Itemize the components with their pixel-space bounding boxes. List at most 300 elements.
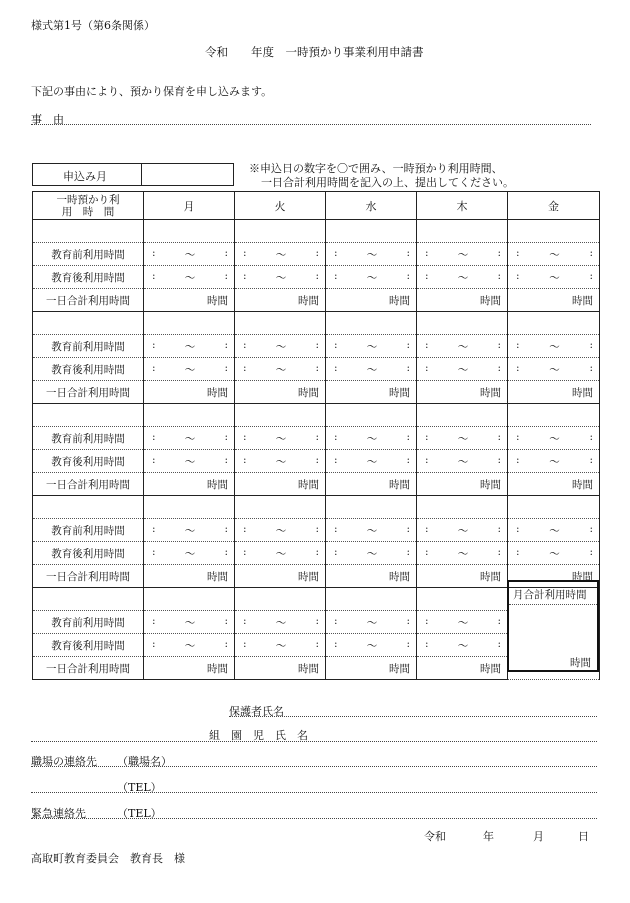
post-use-time-cell[interactable] bbox=[235, 450, 326, 473]
tilde-mark: 〜 bbox=[184, 616, 196, 629]
post-use-time-cell[interactable] bbox=[144, 358, 235, 381]
date-cell[interactable] bbox=[235, 588, 326, 611]
colon-mark: : bbox=[589, 545, 593, 558]
tilde-mark: 〜 bbox=[549, 363, 560, 376]
note-line-1: ※申込日の数字を〇で囲み、一時預かり利用時間、 bbox=[249, 162, 503, 175]
colon-mark: : bbox=[425, 246, 429, 259]
work-tel-field[interactable] bbox=[31, 792, 597, 793]
daily-total-cell[interactable] bbox=[235, 381, 326, 404]
daily-total-cell[interactable] bbox=[417, 565, 508, 588]
pre-use-time-cell[interactable] bbox=[144, 427, 235, 450]
tilde-mark: 〜 bbox=[366, 524, 378, 537]
emergency-tel-label: （TEL） bbox=[117, 807, 162, 820]
tilde-mark: 〜 bbox=[184, 248, 196, 261]
date-cell[interactable] bbox=[326, 588, 417, 611]
daily-total-cell[interactable] bbox=[144, 381, 235, 404]
daily-total-cell[interactable] bbox=[235, 473, 326, 496]
post-use-time-cell[interactable] bbox=[144, 266, 235, 289]
hours-unit: 時間 bbox=[389, 478, 410, 491]
hours-unit: 時間 bbox=[480, 478, 501, 491]
tilde-mark: 〜 bbox=[549, 340, 560, 353]
colon-mark: : bbox=[497, 545, 501, 558]
daily-total-cell[interactable] bbox=[508, 289, 600, 312]
pre-use-time-cell[interactable] bbox=[508, 519, 600, 542]
colon-mark: : bbox=[152, 614, 156, 627]
colon-mark: : bbox=[315, 453, 319, 466]
post-use-time-label: 教育後利用時間 bbox=[33, 542, 144, 565]
colon-mark: : bbox=[152, 545, 156, 558]
daily-total-cell[interactable] bbox=[326, 289, 417, 312]
work-contact-label: 職場の連絡先 bbox=[31, 755, 97, 768]
hours-unit: 時間 bbox=[572, 294, 593, 307]
post-use-time-label: 教育後利用時間 bbox=[33, 450, 144, 473]
colon-mark: : bbox=[152, 338, 156, 351]
tilde-mark: 〜 bbox=[184, 363, 196, 376]
colon-mark: : bbox=[406, 637, 410, 650]
daily-total-label: 一日合計利用時間 bbox=[33, 473, 144, 496]
tilde-mark: 〜 bbox=[457, 455, 469, 468]
pre-use-time-cell[interactable] bbox=[417, 427, 508, 450]
colon-mark: : bbox=[315, 361, 319, 374]
colon-mark: : bbox=[425, 637, 429, 650]
post-use-time-cell[interactable] bbox=[326, 542, 417, 565]
colon-mark: : bbox=[243, 338, 247, 351]
pre-use-time-cell[interactable] bbox=[508, 335, 600, 358]
colon-mark: : bbox=[334, 522, 338, 535]
colon-mark: : bbox=[589, 338, 593, 351]
tilde-mark: 〜 bbox=[549, 432, 560, 445]
form-title: 令和 年度 一時預かり事業利用申請書 bbox=[205, 45, 424, 59]
date-label-cell bbox=[33, 220, 144, 243]
colon-mark: : bbox=[406, 361, 410, 374]
date-label-cell bbox=[33, 588, 144, 611]
colon-mark: : bbox=[406, 614, 410, 627]
tilde-mark: 〜 bbox=[549, 524, 560, 537]
daily-total-cell[interactable] bbox=[235, 657, 326, 680]
colon-mark: : bbox=[152, 246, 156, 259]
colon-mark: : bbox=[152, 269, 156, 282]
month-total-unit: 時間 bbox=[570, 657, 591, 669]
day-header: 金 bbox=[508, 192, 600, 220]
hours-unit: 時間 bbox=[298, 478, 319, 491]
hours-unit: 時間 bbox=[389, 294, 410, 307]
apply-month-box bbox=[32, 163, 234, 186]
form-style-number: 様式第1号（第6条関係） bbox=[31, 19, 155, 32]
tilde-mark: 〜 bbox=[275, 639, 287, 652]
colon-mark: : bbox=[334, 430, 338, 443]
pre-use-time-cell[interactable] bbox=[235, 519, 326, 542]
post-use-time-cell[interactable] bbox=[508, 542, 600, 565]
post-use-time-cell[interactable] bbox=[326, 266, 417, 289]
date-cell[interactable] bbox=[508, 312, 600, 335]
colon-mark: : bbox=[224, 522, 228, 535]
header-label-line1: 一時預かり利 bbox=[56, 193, 120, 206]
tilde-mark: 〜 bbox=[549, 547, 560, 560]
date-cell[interactable] bbox=[235, 312, 326, 335]
post-use-time-cell[interactable] bbox=[417, 266, 508, 289]
colon-mark: : bbox=[315, 430, 319, 443]
colon-mark: : bbox=[406, 430, 410, 443]
daily-total-cell[interactable] bbox=[235, 565, 326, 588]
colon-mark: : bbox=[334, 614, 338, 627]
colon-mark: : bbox=[243, 545, 247, 558]
colon-mark: : bbox=[152, 361, 156, 374]
colon-mark: : bbox=[425, 430, 429, 443]
date-cell[interactable] bbox=[144, 220, 235, 243]
colon-mark: : bbox=[406, 269, 410, 282]
pre-use-time-cell[interactable] bbox=[326, 611, 417, 634]
pre-use-time-cell[interactable] bbox=[144, 243, 235, 266]
colon-mark: : bbox=[516, 269, 520, 282]
date-month: 月 bbox=[533, 830, 544, 843]
colon-mark: : bbox=[497, 269, 501, 282]
work-name-label: （職場名） bbox=[117, 755, 172, 768]
pre-use-time-cell[interactable] bbox=[417, 611, 508, 634]
pre-use-time-cell[interactable] bbox=[417, 335, 508, 358]
date-era: 令和 bbox=[424, 830, 446, 843]
hours-unit: 時間 bbox=[572, 478, 593, 491]
tilde-mark: 〜 bbox=[457, 616, 469, 629]
daily-total-cell[interactable] bbox=[417, 657, 508, 680]
pre-use-time-cell[interactable] bbox=[508, 427, 600, 450]
hours-unit: 時間 bbox=[207, 662, 228, 675]
pre-use-time-cell[interactable] bbox=[235, 335, 326, 358]
hours-unit: 時間 bbox=[480, 662, 501, 675]
colon-mark: : bbox=[224, 361, 228, 374]
tilde-mark: 〜 bbox=[457, 363, 469, 376]
month-total-box[interactable] bbox=[507, 580, 599, 672]
tilde-mark: 〜 bbox=[275, 271, 287, 284]
pre-use-time-cell[interactable] bbox=[417, 519, 508, 542]
hours-unit: 時間 bbox=[298, 570, 319, 583]
date-cell[interactable] bbox=[417, 404, 508, 427]
daily-total-cell[interactable] bbox=[326, 381, 417, 404]
pre-use-time-cell[interactable] bbox=[144, 611, 235, 634]
day-header: 木 bbox=[417, 192, 508, 220]
daily-total-label: 一日合計利用時間 bbox=[33, 657, 144, 680]
colon-mark: : bbox=[497, 522, 501, 535]
post-use-time-cell[interactable] bbox=[235, 266, 326, 289]
daily-total-cell[interactable] bbox=[326, 657, 417, 680]
colon-mark: : bbox=[243, 453, 247, 466]
pre-use-time-label: 教育前利用時間 bbox=[33, 519, 144, 542]
colon-mark: : bbox=[315, 545, 319, 558]
colon-mark: : bbox=[406, 246, 410, 259]
colon-mark: : bbox=[315, 246, 319, 259]
date-year: 年 bbox=[483, 830, 494, 843]
colon-mark: : bbox=[497, 246, 501, 259]
colon-mark: : bbox=[516, 361, 520, 374]
guardian-field[interactable] bbox=[229, 716, 597, 717]
colon-mark: : bbox=[516, 338, 520, 351]
tilde-mark: 〜 bbox=[457, 524, 469, 537]
colon-mark: : bbox=[589, 430, 593, 443]
addressee: 高取町教育委員会 教育長 様 bbox=[31, 852, 185, 865]
colon-mark: : bbox=[497, 614, 501, 627]
tilde-mark: 〜 bbox=[457, 547, 469, 560]
colon-mark: : bbox=[589, 246, 593, 259]
colon-mark: : bbox=[224, 545, 228, 558]
hours-unit: 時間 bbox=[207, 294, 228, 307]
colon-mark: : bbox=[243, 637, 247, 650]
date-cell[interactable] bbox=[326, 220, 417, 243]
daily-total-label: 一日合計利用時間 bbox=[33, 381, 144, 404]
reason-field[interactable] bbox=[31, 124, 591, 125]
colon-mark: : bbox=[334, 453, 338, 466]
colon-mark: : bbox=[224, 614, 228, 627]
tilde-mark: 〜 bbox=[366, 271, 378, 284]
colon-mark: : bbox=[334, 361, 338, 374]
colon-mark: : bbox=[243, 269, 247, 282]
colon-mark: : bbox=[334, 246, 338, 259]
tilde-mark: 〜 bbox=[366, 616, 378, 629]
day-header: 月 bbox=[144, 192, 235, 220]
day-header: 火 bbox=[235, 192, 326, 220]
tilde-mark: 〜 bbox=[366, 432, 378, 445]
tilde-mark: 〜 bbox=[457, 340, 469, 353]
colon-mark: : bbox=[497, 637, 501, 650]
intro-text: 下記の事由により、預かり保育を申し込みます。 bbox=[31, 85, 273, 98]
month-total-label: 月合計利用時間 bbox=[513, 589, 587, 601]
date-cell[interactable] bbox=[235, 404, 326, 427]
colon-mark: : bbox=[224, 430, 228, 443]
colon-mark: : bbox=[406, 453, 410, 466]
date-cell[interactable] bbox=[508, 404, 600, 427]
colon-mark: : bbox=[589, 522, 593, 535]
post-use-time-label: 教育後利用時間 bbox=[33, 358, 144, 381]
pre-use-time-cell[interactable] bbox=[417, 243, 508, 266]
hours-unit: 時間 bbox=[389, 662, 410, 675]
daily-total-cell[interactable] bbox=[144, 657, 235, 680]
pre-use-time-label: 教育前利用時間 bbox=[33, 243, 144, 266]
colon-mark: : bbox=[425, 614, 429, 627]
hours-unit: 時間 bbox=[389, 570, 410, 583]
colon-mark: : bbox=[589, 361, 593, 374]
date-cell[interactable] bbox=[235, 496, 326, 519]
date-label-cell bbox=[33, 496, 144, 519]
colon-mark: : bbox=[497, 361, 501, 374]
post-use-time-cell[interactable] bbox=[417, 542, 508, 565]
colon-mark: : bbox=[334, 545, 338, 558]
colon-mark: : bbox=[315, 614, 319, 627]
date-label-cell bbox=[33, 312, 144, 335]
tilde-mark: 〜 bbox=[184, 455, 196, 468]
tilde-mark: 〜 bbox=[184, 271, 196, 284]
work-name-field[interactable] bbox=[31, 766, 597, 767]
colon-mark: : bbox=[516, 545, 520, 558]
daily-total-cell[interactable] bbox=[235, 289, 326, 312]
hours-unit: 時間 bbox=[207, 386, 228, 399]
tilde-mark: 〜 bbox=[366, 248, 378, 261]
date-cell[interactable] bbox=[417, 588, 508, 611]
tilde-mark: 〜 bbox=[275, 340, 287, 353]
tilde-mark: 〜 bbox=[184, 340, 196, 353]
post-use-time-cell[interactable] bbox=[326, 634, 417, 657]
colon-mark: : bbox=[315, 637, 319, 650]
pre-use-time-cell[interactable] bbox=[508, 243, 600, 266]
colon-mark: : bbox=[516, 453, 520, 466]
colon-mark: : bbox=[497, 430, 501, 443]
post-use-time-cell[interactable] bbox=[508, 266, 600, 289]
date-day: 日 bbox=[578, 830, 589, 843]
date-cell[interactable] bbox=[417, 312, 508, 335]
date-cell[interactable] bbox=[417, 496, 508, 519]
colon-mark: : bbox=[243, 361, 247, 374]
colon-mark: : bbox=[243, 614, 247, 627]
hours-unit: 時間 bbox=[207, 478, 228, 491]
hours-unit: 時間 bbox=[207, 570, 228, 583]
daily-total-cell[interactable] bbox=[144, 289, 235, 312]
colon-mark: : bbox=[425, 338, 429, 351]
pre-use-time-cell[interactable] bbox=[326, 243, 417, 266]
post-use-time-cell[interactable] bbox=[326, 450, 417, 473]
colon-mark: : bbox=[152, 430, 156, 443]
daily-total-cell[interactable] bbox=[144, 565, 235, 588]
daily-total-cell[interactable] bbox=[508, 473, 600, 496]
colon-mark: : bbox=[224, 338, 228, 351]
note-line-2: 一日合計利用時間を記入の上、提出してください。 bbox=[261, 176, 514, 189]
hours-unit: 時間 bbox=[480, 294, 501, 307]
header-label-line2: 用 時 間 bbox=[61, 205, 115, 218]
tilde-mark: 〜 bbox=[366, 639, 378, 652]
tilde-mark: 〜 bbox=[366, 363, 378, 376]
post-use-time-cell[interactable] bbox=[417, 450, 508, 473]
post-use-time-cell[interactable] bbox=[508, 358, 600, 381]
post-use-time-cell[interactable] bbox=[326, 358, 417, 381]
apply-month-input[interactable] bbox=[143, 165, 232, 184]
colon-mark: : bbox=[425, 361, 429, 374]
colon-mark: : bbox=[516, 246, 520, 259]
hours-unit: 時間 bbox=[572, 570, 593, 583]
daily-total-cell[interactable] bbox=[326, 565, 417, 588]
pre-use-time-cell[interactable] bbox=[235, 243, 326, 266]
tilde-mark: 〜 bbox=[275, 455, 287, 468]
colon-mark: : bbox=[152, 453, 156, 466]
colon-mark: : bbox=[406, 545, 410, 558]
guardian-label: 保護者氏名 bbox=[229, 705, 284, 718]
date-cell[interactable] bbox=[326, 496, 417, 519]
pre-use-time-cell[interactable] bbox=[326, 427, 417, 450]
date-cell[interactable] bbox=[144, 312, 235, 335]
daily-total-cell[interactable] bbox=[417, 289, 508, 312]
post-use-time-cell[interactable] bbox=[417, 634, 508, 657]
date-cell[interactable] bbox=[144, 496, 235, 519]
date-cell[interactable] bbox=[144, 404, 235, 427]
colon-mark: : bbox=[589, 269, 593, 282]
pre-use-time-label: 教育前利用時間 bbox=[33, 335, 144, 358]
apply-month-label: 申込み月 bbox=[63, 170, 107, 183]
colon-mark: : bbox=[516, 430, 520, 443]
pre-use-time-cell[interactable] bbox=[326, 335, 417, 358]
tilde-mark: 〜 bbox=[275, 616, 287, 629]
tilde-mark: 〜 bbox=[366, 455, 378, 468]
colon-mark: : bbox=[243, 430, 247, 443]
hours-unit: 時間 bbox=[480, 570, 501, 583]
colon-mark: : bbox=[243, 246, 247, 259]
colon-mark: : bbox=[516, 522, 520, 535]
pre-use-time-label: 教育前利用時間 bbox=[33, 611, 144, 634]
date-cell[interactable] bbox=[235, 220, 326, 243]
hours-unit: 時間 bbox=[389, 386, 410, 399]
colon-mark: : bbox=[224, 269, 228, 282]
child-label: 組 園 児 氏 名 bbox=[209, 729, 308, 742]
colon-mark: : bbox=[406, 338, 410, 351]
colon-mark: : bbox=[224, 637, 228, 650]
tilde-mark: 〜 bbox=[457, 432, 469, 445]
colon-mark: : bbox=[425, 545, 429, 558]
colon-mark: : bbox=[334, 269, 338, 282]
daily-total-cell[interactable] bbox=[508, 381, 600, 404]
date-cell[interactable] bbox=[417, 220, 508, 243]
emergency-label: 緊急連絡先 bbox=[31, 807, 86, 820]
child-field[interactable] bbox=[31, 741, 597, 742]
day-header: 水 bbox=[326, 192, 417, 220]
colon-mark: : bbox=[406, 522, 410, 535]
tilde-mark: 〜 bbox=[275, 432, 287, 445]
date-cell[interactable] bbox=[144, 588, 235, 611]
daily-total-cell[interactable] bbox=[417, 381, 508, 404]
date-cell[interactable] bbox=[508, 220, 600, 243]
post-use-time-cell[interactable] bbox=[235, 634, 326, 657]
date-cell[interactable] bbox=[326, 404, 417, 427]
pre-use-time-cell[interactable] bbox=[235, 611, 326, 634]
colon-mark: : bbox=[334, 338, 338, 351]
colon-mark: : bbox=[497, 453, 501, 466]
colon-mark: : bbox=[152, 522, 156, 535]
colon-mark: : bbox=[224, 453, 228, 466]
post-use-time-cell[interactable] bbox=[144, 542, 235, 565]
daily-total-cell[interactable] bbox=[326, 473, 417, 496]
tilde-mark: 〜 bbox=[275, 248, 287, 261]
post-use-time-cell[interactable] bbox=[144, 450, 235, 473]
post-use-time-cell[interactable] bbox=[144, 634, 235, 657]
tilde-mark: 〜 bbox=[275, 524, 287, 537]
post-use-time-cell[interactable] bbox=[508, 450, 600, 473]
tilde-mark: 〜 bbox=[366, 340, 378, 353]
hours-unit: 時間 bbox=[572, 386, 593, 399]
tilde-mark: 〜 bbox=[275, 547, 287, 560]
daily-total-cell[interactable] bbox=[417, 473, 508, 496]
post-use-time-label: 教育後利用時間 bbox=[33, 634, 144, 657]
tilde-mark: 〜 bbox=[549, 455, 560, 468]
post-use-time-cell[interactable] bbox=[235, 542, 326, 565]
colon-mark: : bbox=[224, 246, 228, 259]
colon-mark: : bbox=[315, 338, 319, 351]
date-cell[interactable] bbox=[508, 496, 600, 519]
post-use-time-cell[interactable] bbox=[235, 358, 326, 381]
pre-use-time-cell[interactable] bbox=[235, 427, 326, 450]
reason-label: 事 由 bbox=[31, 113, 64, 126]
header-label-cell bbox=[33, 192, 144, 220]
hours-unit: 時間 bbox=[298, 294, 319, 307]
tilde-mark: 〜 bbox=[457, 271, 469, 284]
tilde-mark: 〜 bbox=[275, 363, 287, 376]
daily-total-cell[interactable] bbox=[144, 473, 235, 496]
colon-mark: : bbox=[497, 338, 501, 351]
date-label-cell bbox=[33, 404, 144, 427]
pre-use-time-cell[interactable] bbox=[326, 519, 417, 542]
tilde-mark: 〜 bbox=[457, 639, 469, 652]
date-cell[interactable] bbox=[326, 312, 417, 335]
hours-unit: 時間 bbox=[298, 386, 319, 399]
pre-use-time-cell[interactable] bbox=[144, 519, 235, 542]
colon-mark: : bbox=[425, 269, 429, 282]
hours-unit: 時間 bbox=[298, 662, 319, 675]
post-use-time-cell[interactable] bbox=[417, 358, 508, 381]
colon-mark: : bbox=[243, 522, 247, 535]
emergency-tel-field[interactable] bbox=[31, 818, 597, 819]
pre-use-time-cell[interactable] bbox=[144, 335, 235, 358]
